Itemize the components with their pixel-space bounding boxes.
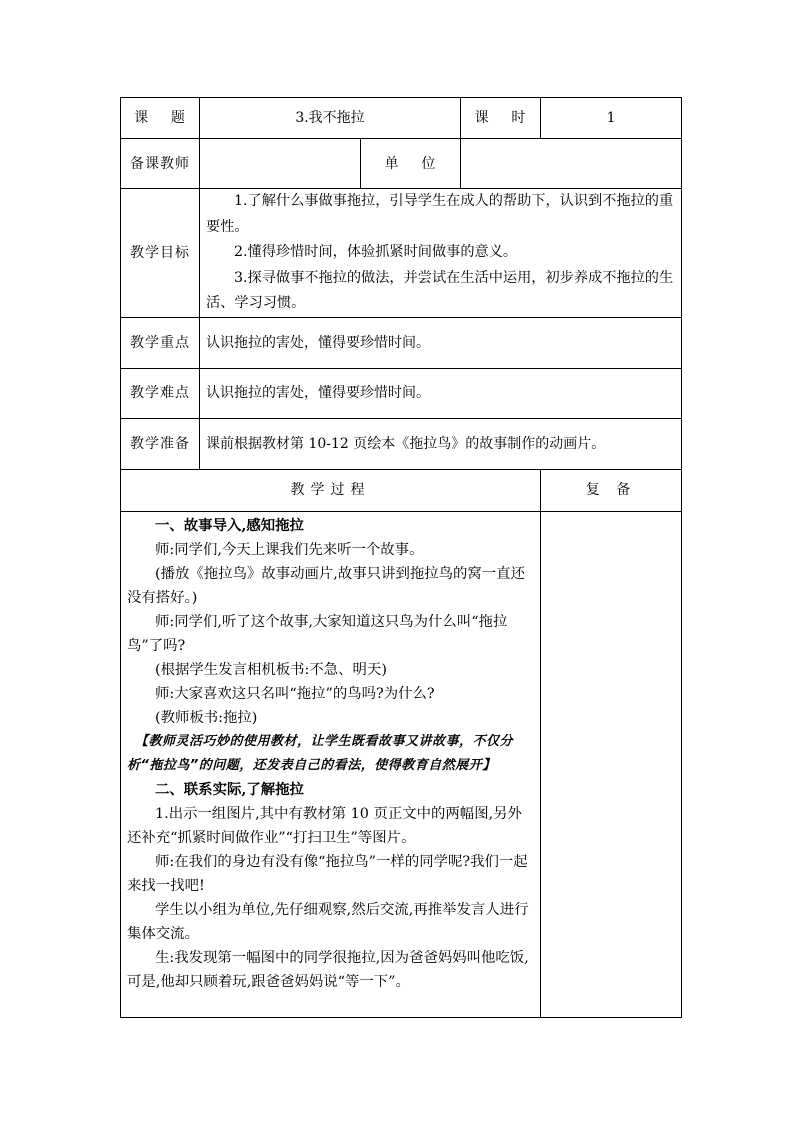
unit-value xyxy=(461,139,682,189)
goals-label: 教学目标 xyxy=(121,189,200,318)
period-value: 1 xyxy=(541,98,682,139)
process-content xyxy=(121,511,541,1017)
process-line: (播放《拖拉鸟》故事动画片,故事只讲到拖拉鸟的窝一直还没有搭好。) xyxy=(127,565,525,606)
teacher-value xyxy=(200,139,361,189)
topic-value: 3.我不拖拉 xyxy=(200,98,461,139)
goal-item: 3.探寻做事不拖拉的做法，并尝试在生活中运用，初步养成不拖拉的生活、学习习惯。 xyxy=(206,269,674,311)
section-heading: 一、故事导入,感知拖拉 xyxy=(155,516,304,534)
key-value: 认识拖拉的害处，懂得要珍惜时间。 xyxy=(200,317,682,368)
process-line: 师:同学们,今天上课我们先来听一个故事。 xyxy=(155,541,424,558)
teacher-row xyxy=(121,139,682,189)
difficulty-label: 教学难点 xyxy=(121,368,200,418)
process-header-row xyxy=(121,469,682,511)
process-line: 1.出示一组图片,其中有教材第 10 页正文中的两幅图,另外还补充“抓紧时间做作业”“打扫卫生”等图片。 xyxy=(127,805,522,846)
process-line: (根据学生发言相机板书:不急、明天) xyxy=(155,661,387,678)
key-row xyxy=(121,317,682,368)
topic-row xyxy=(121,98,682,139)
teacher-label: 备课教师 xyxy=(121,139,200,189)
lesson-plan-table xyxy=(120,97,682,1018)
review-header: 复 备 xyxy=(541,469,682,511)
process-line: 师:在我们的身边有没有像“拖拉鸟”一样的同学呢?我们一起来找一找吧! xyxy=(127,853,528,894)
process-line: 生:我发现第一幅图中的同学很拖拉,因为爸爸妈妈叫他吃饭,可是,他却只顾着玩,跟爸爸妈妈说“等一下”。 xyxy=(127,949,529,990)
review-content xyxy=(541,511,682,1017)
prep-row xyxy=(121,418,682,469)
lesson-plan-sheet xyxy=(120,97,681,1018)
goal-item: 2.懂得珍惜时间，体验抓紧时间做事的意义。 xyxy=(234,244,518,260)
prep-value: 课前根据教材第 10-12 页绘本《拖拉鸟》的故事制作的动画片。 xyxy=(200,418,682,469)
unit-label: 单 位 xyxy=(361,139,461,189)
goal-item: 1.了解什么事做事拖拉，引导学生在成人的帮助下，认识到不拖拉的重要性。 xyxy=(206,193,674,235)
difficulty-value: 认识拖拉的害处，懂得要珍惜时间。 xyxy=(200,368,682,418)
process-line: 师:大家喜欢这只名叫“拖拉”的鸟吗?为什么? xyxy=(155,685,435,702)
goals-cell xyxy=(200,189,682,318)
process-header: 教学过程 xyxy=(121,469,541,511)
teaching-note: 【教师灵活巧妙的使用教材，让学生既看故事又讲故事，不仅分析“拖拉鸟”的问题，还发表自己的看法，使得教育自然展开】 xyxy=(127,733,514,773)
process-line: 学生以小组为单位,先仔细观察,然后交流,再推举发言人进行集体交流。 xyxy=(127,901,529,942)
topic-label: 课 题 xyxy=(121,98,200,139)
section-heading: 二、联系实际,了解拖拉 xyxy=(155,780,304,798)
difficulty-row xyxy=(121,368,682,418)
process-line: (教师板书:拖拉) xyxy=(155,709,258,726)
process-body-row xyxy=(121,511,682,1017)
prep-label: 教学准备 xyxy=(121,418,200,469)
process-line: 师:同学们,听了这个故事,大家知道这只鸟为什么叫“拖拉鸟”了吗? xyxy=(127,613,508,654)
period-label: 课 时 xyxy=(461,98,541,139)
goals-row xyxy=(121,189,682,318)
key-label: 教学重点 xyxy=(121,317,200,368)
